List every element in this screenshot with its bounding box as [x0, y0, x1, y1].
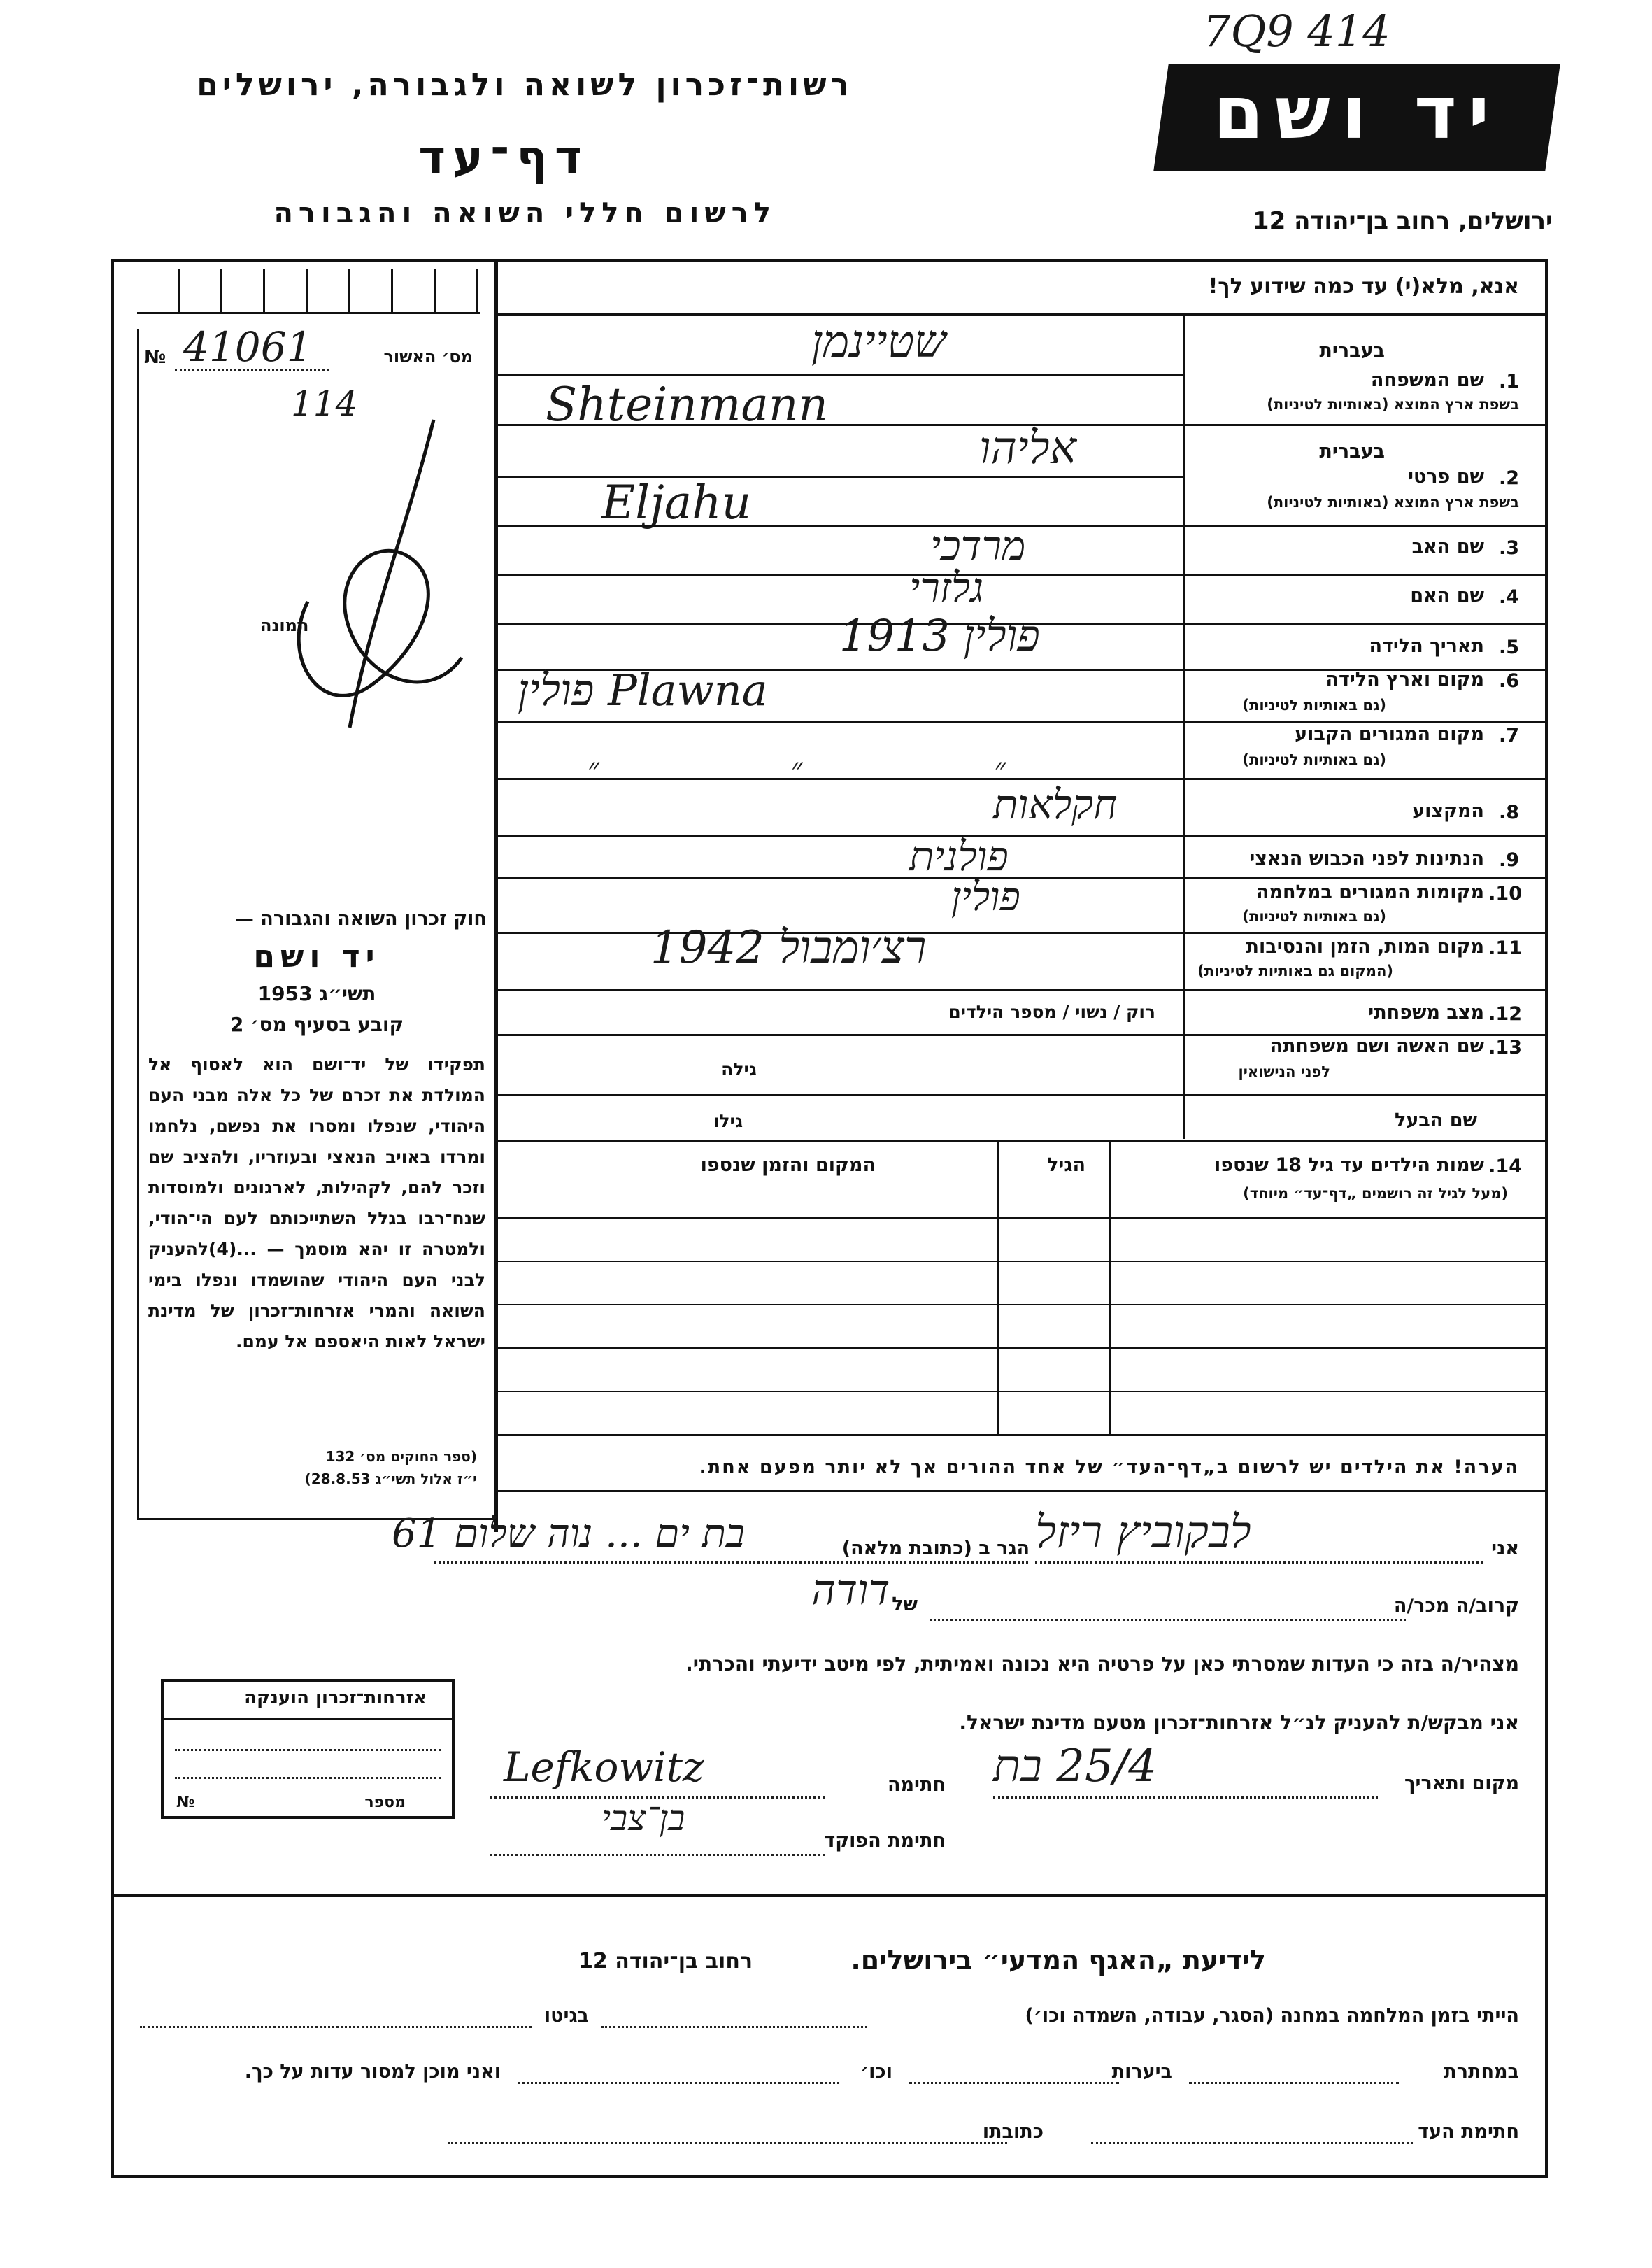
- declaration-request: אני מבקש/ת להעניק לנ״ל אזרחות־זכרון מטעם מדינת ישראל.: [959, 1711, 1519, 1734]
- children-row-2: [497, 1304, 1548, 1305]
- declaration-statement: מצהיר/ה בזה כי העדות שמסרתי כאן על פרטיה היא נכונה ואמיתית, לפי מיטב ידיעתי והכרתי.: [685, 1652, 1519, 1675]
- note-text: הערה! את הילדים יש לרשום ב„דף־העד״ של אחד ההורים אך לא יותר מפעם אחת.: [699, 1457, 1519, 1478]
- children-bottom-border: [494, 1434, 1548, 1436]
- labels-column-border: [1183, 313, 1185, 1139]
- f14-sub: (מעל לגיל זה רושמים „דף־עד״ מיוחד): [1243, 1185, 1508, 1202]
- f1-label: שם המשפחה: [1370, 369, 1484, 391]
- f1-sub: בשפת ארץ המוצא (באותיות לטיניות): [1267, 396, 1519, 413]
- footer-line1-a: הייתי בזמן המלחמה במחנה (הסגר, עבודה, השמדה וכו׳): [1025, 2005, 1519, 2027]
- f10-label: מקומות המגורים במלחמה: [1255, 881, 1484, 903]
- f7-sub: (גם באותיות לטיניות): [1242, 751, 1386, 768]
- footer-line3-b: כתובתו: [982, 2121, 1044, 2143]
- relation-value: דודה: [811, 1566, 890, 1615]
- f9-label: הנתינות לפני הכבוש הנאצי: [1249, 848, 1484, 870]
- form-subtitle: לרשום חללי השואה והגבורה: [273, 197, 776, 229]
- f10-sub: (גם באותיות לטיניות): [1242, 908, 1386, 925]
- f1-value-lat: Shteinmann: [546, 378, 828, 432]
- f6-value: Plawna פולין: [518, 665, 768, 716]
- f13-label: שם האשה ושם משפחתה: [1269, 1035, 1484, 1057]
- declaration-bottom-border: [111, 1894, 1548, 1897]
- f14-num: 14.: [1488, 1156, 1522, 1177]
- f9-row-border: [497, 877, 1548, 879]
- footer-line1-b: בגיטו: [543, 2005, 589, 2027]
- left-inner-border: [137, 329, 139, 1518]
- citizenship-title: אזרחות־זכרון הוענקה: [244, 1687, 427, 1708]
- wife-age-label: גילה: [721, 1059, 757, 1079]
- hebrew-label-1: בעברית: [1319, 340, 1385, 362]
- footer-line2-dots-3: [518, 2082, 839, 2084]
- scribble-stroke: [299, 420, 462, 728]
- f9-value: פולנית: [909, 832, 1009, 880]
- declarant-name-line: [1035, 1561, 1483, 1564]
- f1-he-line: [497, 374, 1183, 376]
- declaration-residing-label: הגר ב (כתובת מלאה): [841, 1538, 1030, 1559]
- intro-separator: [497, 313, 1548, 316]
- photo-scribble: [266, 392, 490, 756]
- f11-row-border: [497, 989, 1548, 991]
- husband-label: שם הבעל: [1394, 1110, 1477, 1131]
- footer-line2-c: וכו׳: [860, 2061, 892, 2083]
- f5-num: 5.: [1498, 637, 1519, 658]
- official-signature-line: [490, 1854, 825, 1856]
- f2-value-lat: Eljahu: [601, 476, 752, 530]
- header-address: ירושלים, רחוב בן־יהודה 12: [1252, 207, 1553, 235]
- f4-num: 4.: [1498, 586, 1519, 608]
- children-col-border-2: [997, 1140, 999, 1434]
- of-label: של: [892, 1594, 918, 1615]
- children-col-border-1: [1109, 1140, 1111, 1434]
- place-date-line: [993, 1796, 1378, 1799]
- f7-value: ״ ״ ״: [588, 751, 1097, 787]
- law-title: חוק זכרון השואה והגבורה —: [234, 908, 487, 930]
- place-date-value: 25/4 בת: [993, 1741, 1157, 1792]
- hebrew-label-2: בעברית: [1319, 441, 1385, 462]
- f11-num: 11.: [1488, 937, 1522, 959]
- law-name: יד ושם: [253, 939, 380, 974]
- citizenship-line-1: [175, 1749, 441, 1751]
- intro-text: אנא, מלא(י) עד כמה שידוע לך!: [1208, 274, 1519, 299]
- f8-num: 8.: [1498, 802, 1519, 823]
- left-column-border: [494, 259, 498, 1532]
- footer-line3-dots-1: [1091, 2142, 1413, 2144]
- children-row-3: [497, 1347, 1548, 1349]
- relation-line: [930, 1619, 1406, 1621]
- f5-value: פולין 1913: [839, 610, 1040, 661]
- footer-line2-b: ביערות: [1111, 2061, 1172, 2083]
- signature-value: Lefkowitz: [504, 1743, 704, 1791]
- declaration-i-label: אני: [1491, 1538, 1519, 1559]
- children-row-1: [497, 1261, 1548, 1262]
- f7-label: מקום המגורים הקבוע: [1295, 723, 1484, 745]
- f8-label: המקצוע: [1412, 800, 1484, 822]
- note-border: [494, 1490, 1548, 1492]
- signature-label: חתימה: [887, 1774, 946, 1796]
- approval-number: 41061: [183, 323, 313, 371]
- children-header-border: [497, 1217, 1548, 1219]
- f10-value: פולין: [951, 874, 1020, 920]
- law-clause: קובע בסעיף מס׳ 2: [229, 1013, 404, 1036]
- f13-sub: לפני הנישואין: [1238, 1063, 1330, 1080]
- f4-label: שם האם: [1410, 585, 1484, 607]
- husband-row-border: [497, 1140, 1548, 1142]
- f3-row-border: [497, 574, 1548, 576]
- declarant-name: לבקוביץ ריזל: [1035, 1507, 1251, 1559]
- declarant-address: בת ים ... נוה שלום 61: [392, 1511, 745, 1557]
- f1-num: 1.: [1498, 371, 1519, 392]
- f11-sub: (המקום גם באותיות לטיניות): [1197, 963, 1393, 979]
- f8-row-border: [497, 835, 1548, 837]
- approval-no-symbol: №: [144, 347, 166, 368]
- f1-value-he: שטיינמן: [811, 316, 946, 368]
- footer-line1-dots-2: [140, 2026, 532, 2028]
- footer-title: לידיעת „האגף המדעי״ בירושלים.: [850, 1945, 1266, 1976]
- f2-label: שם פרטי: [1408, 466, 1484, 488]
- official-signature-value: בן־צבי: [601, 1798, 685, 1838]
- footer-line2-dots-2: [909, 2082, 1119, 2084]
- citizenship-no-symbol: №: [176, 1794, 195, 1811]
- authority-title: רשות־זכרון לשואה ולגבורה, ירושלים: [197, 67, 853, 103]
- f6-sub: (גם באותיות לטיניות): [1242, 697, 1386, 714]
- husband-age-label: גילו: [713, 1111, 743, 1131]
- law-year: תשי״ג 1953: [257, 982, 376, 1005]
- approval-label: מס׳ האשור: [383, 347, 473, 367]
- footer-line2-dots-1: [1189, 2082, 1399, 2084]
- f7-num: 7.: [1498, 725, 1519, 746]
- tick-strip: [137, 269, 480, 314]
- f10-num: 10.: [1488, 883, 1522, 905]
- photo-label: תמונה: [260, 616, 309, 635]
- f2-sub: בשפת ארץ המוצא (באותיות לטיניות): [1267, 494, 1519, 511]
- law-ref-1: (ספר החוקים מס׳ 132: [325, 1448, 477, 1465]
- citizenship-line-2: [175, 1777, 441, 1779]
- logo-text: יד ושם: [1213, 70, 1501, 155]
- f13-num: 13.: [1488, 1037, 1522, 1058]
- children-row-4: [497, 1391, 1548, 1392]
- place-date-label: מקום ותאריך: [1404, 1773, 1519, 1794]
- f2-value-he: אליהו: [979, 423, 1076, 474]
- f9-num: 9.: [1498, 849, 1519, 871]
- f3-label: שם האב: [1411, 536, 1484, 558]
- f14-label: שמות הילדים עד גיל 18 שנספו: [1213, 1154, 1484, 1176]
- relation-label: קרוב/ה מכר/ה: [1393, 1595, 1519, 1617]
- f12-options: רוק / נשוי / מספר הילדים: [948, 1002, 1155, 1022]
- f5-label: תאריך הלידה: [1369, 635, 1484, 657]
- law-ref-2: י״ז אלול תשי״ג 28.8.53): [304, 1470, 477, 1487]
- f6-label: מקום וארץ הלידה: [1325, 669, 1484, 690]
- footer-line3-dots-2: [448, 2142, 1007, 2144]
- children-place-time-header: המקום והזמן שנספו: [700, 1154, 876, 1176]
- f6-row-border: [497, 721, 1548, 723]
- f2-he-line: [497, 476, 1183, 478]
- form-title: דף־עד: [418, 130, 589, 184]
- footer-line2-a: במחתרת: [1444, 2061, 1519, 2083]
- citizenship-title-border: [161, 1718, 455, 1720]
- stamp-number: 7Q9 414: [1203, 6, 1390, 57]
- children-age-header: הגיל: [1047, 1154, 1085, 1176]
- f7-row-border: [497, 778, 1548, 780]
- f13-row-border: [497, 1094, 1548, 1096]
- f2-num: 2.: [1498, 467, 1519, 489]
- address-line: [434, 1561, 1028, 1564]
- f3-value: מרדכי: [930, 522, 1026, 569]
- f12-num: 12.: [1488, 1003, 1522, 1025]
- f12-label: מצב משפחתי: [1368, 1002, 1484, 1023]
- official-signature-label: חתימת הפוקד: [824, 1830, 946, 1852]
- footer-line1-dots-1: [601, 2026, 867, 2028]
- footer-line2-d: ואני מוכן למסור עדות על כך.: [244, 2061, 501, 2083]
- f3-num: 3.: [1498, 537, 1519, 559]
- footer-line3-a: חתימת העד: [1418, 2121, 1519, 2143]
- f8-value: חקלאות: [993, 781, 1118, 828]
- law-text: תפקידו של יד־ושם הוא לאסוף אל המולדת את זכרם של כל אלה מבני העם היהודי, שנפלו ומסרו את נפשם, נלחמו ומרדו באויב הנאצי ובעוזריו, ולהציב שם וזכר להם, לקהילות, לארגונים ולמוסדות שנח־רבו בגלל השתייכותם לעם הי־הודי, ולמטרה זו יהא מוסמך — ...(4)להעניק לבני העם היהודי שהושמדו ונפלו בימי השואה והמרי אזרחות־זכרון של מדינת ישראל לאות היאספם אל עמם.: [148, 1054, 485, 1352]
- citizenship-number-label: מספר: [364, 1794, 406, 1811]
- f11-value: רצ׳ומבול 1942: [650, 922, 927, 974]
- approval-extra: 114: [291, 383, 358, 424]
- f4-value: גלזרי: [909, 564, 984, 611]
- footer-address: רחוב בן־יהודה 12: [578, 1949, 753, 1973]
- f6-num: 6.: [1498, 670, 1519, 692]
- f11-label: מקום המות, הזמן והנסיבות: [1246, 936, 1484, 958]
